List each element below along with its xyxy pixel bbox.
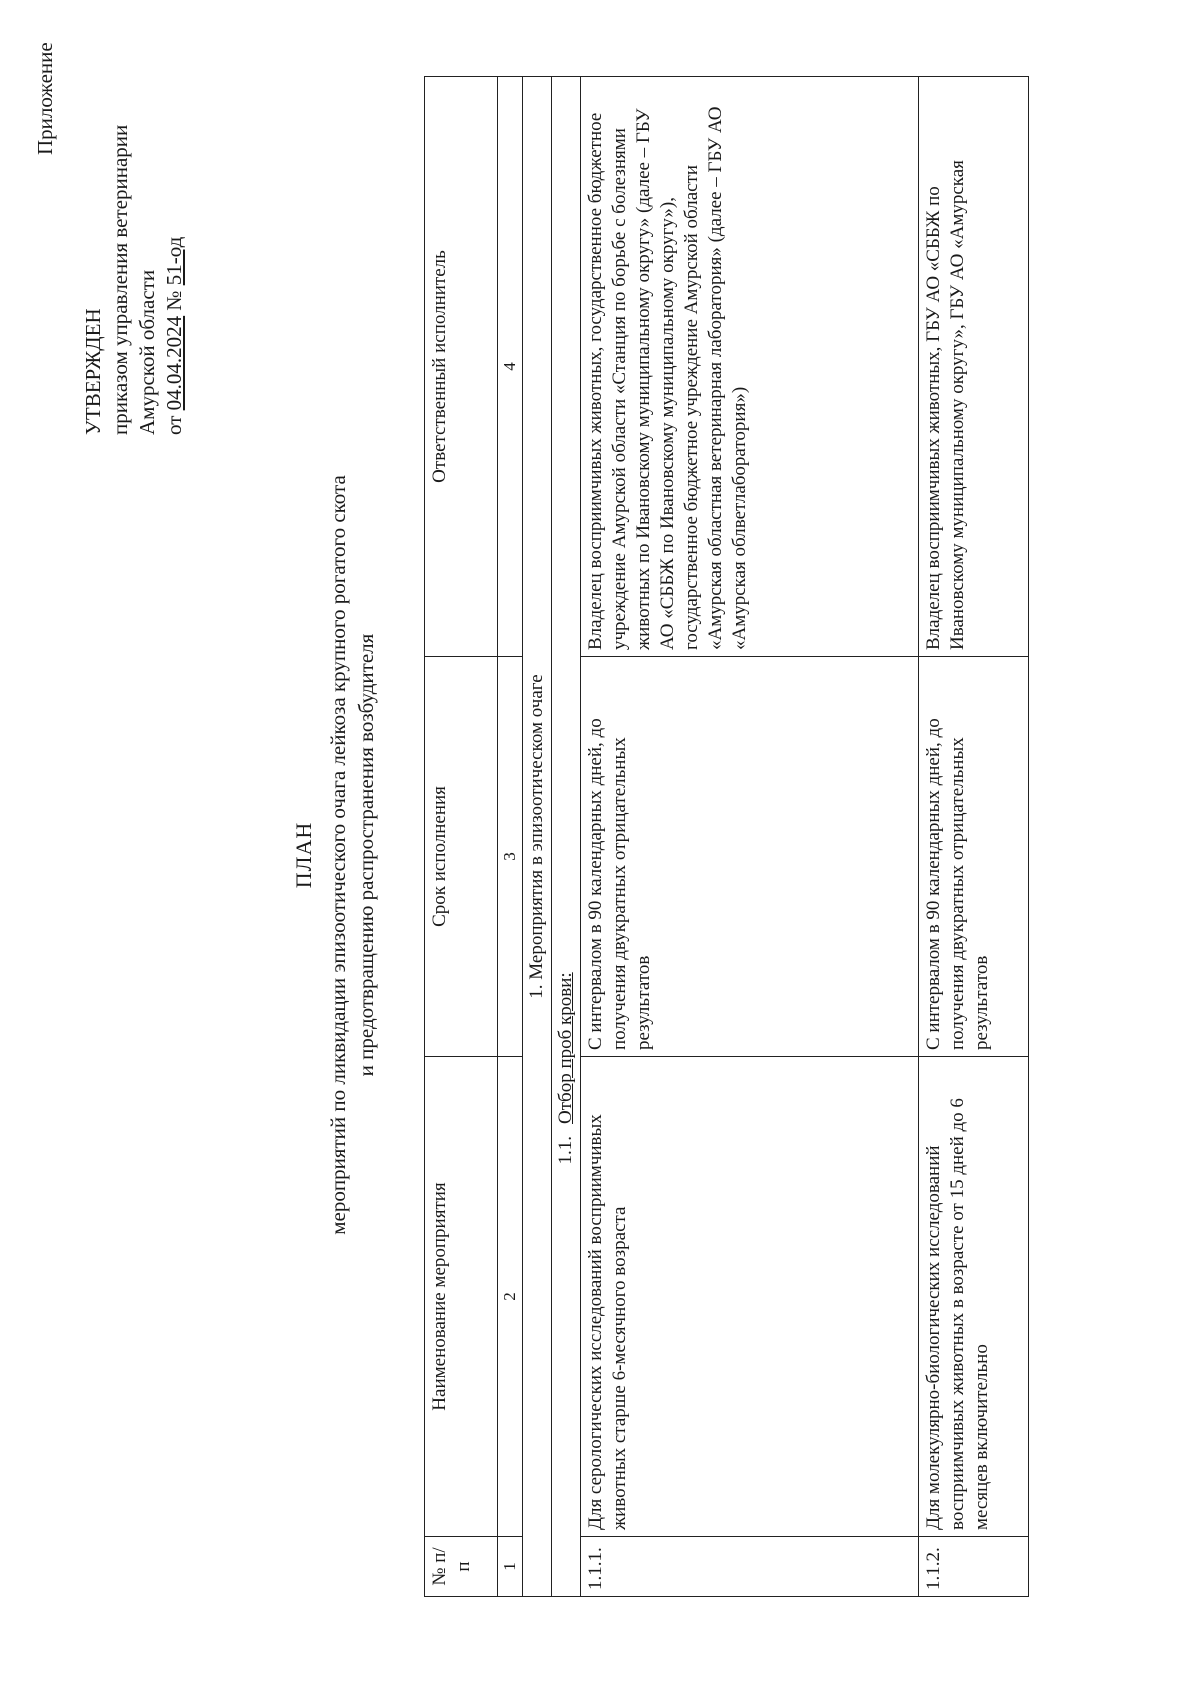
approval-number: 51-од — [162, 236, 186, 286]
title-heading: ПЛАН — [291, 821, 316, 889]
title-line-2: и предотвращению распространения возбудителя — [354, 633, 378, 1077]
column-number-1: 1 — [498, 1537, 523, 1597]
header-executor: Ответственный исполнитель — [425, 77, 498, 657]
table-row — [581, 77, 919, 1597]
approval-date-line — [161, 125, 188, 435]
title-line-1: мероприятий по ликвидации эпизоотического очага лейкоза крупного рогатого скота — [326, 475, 350, 1235]
row-executor: Владелец восприимчивых животных, ГБУ АО «СББЖ по Ивановскому муниципальному округу», ГБУ АО «Амурская — [919, 77, 1029, 657]
row-term: С интервалом в 90 календарных дней, до получения двукратных отрицательных результатов — [581, 657, 919, 1057]
column-number-3: 3 — [498, 657, 523, 1057]
row-term: С интервалом в 90 календарных дней, до получения двукратных отрицательных результатов — [919, 657, 1029, 1057]
document-title — [290, 55, 380, 1655]
column-number-row — [498, 77, 523, 1597]
date-prefix: от — [162, 415, 186, 435]
column-number-2: 2 — [498, 1057, 523, 1537]
row-number: 1.1.1. — [581, 1537, 919, 1597]
approval-line-1: приказом управления ветеринарии — [108, 124, 132, 435]
subsection-number: 1.1. — [555, 1136, 576, 1165]
approved-label: УТВЕРЖДЕН — [81, 308, 105, 435]
row-activity: Для молекулярно-биологических исследований восприимчивых животных в возрасте от 15 дней до 6 месяцев включительно — [919, 1057, 1029, 1537]
rotated-sheet — [22, 42, 1182, 1655]
approval-date: 04.04.2024 — [162, 315, 186, 411]
number-sign: № — [162, 290, 186, 311]
plan-table — [424, 76, 1029, 1597]
row-executor: Владелец восприимчивых животных, государственное бюджетное учреждение Амурской области «Станция по борьбе с болезнями животных по Ивановскому муниципальному округу» (далее – ГБУ АО «СББЖ по Ивановскому муниципальному округу»), государственное бюджетное учреждение Амурской области «Амурская областная ветеринарная лаборатория» (далее – ГБУ АО «Амурская облветлаборатория») — [581, 77, 919, 657]
column-number-4: 4 — [498, 77, 523, 657]
approval-line-2: Амурской области — [135, 269, 159, 435]
approval-block — [80, 125, 188, 435]
row-activity: Для серологических исследований восприимчивых животных старше 6-месячного возраста — [581, 1057, 919, 1537]
subsection-row — [552, 77, 581, 1597]
header-name: Наименование мероприятия — [425, 1057, 498, 1537]
header-number: № п/п — [425, 1537, 498, 1597]
subsection-title: Отбор проб крови: — [555, 972, 576, 1124]
subsection-cell — [552, 77, 581, 1597]
header-term: Срок исполнения — [425, 657, 498, 1057]
table-row — [919, 77, 1029, 1597]
section-title: 1. Мероприятия в эпизоотическом очаге — [523, 77, 552, 1597]
section-row — [523, 77, 552, 1597]
row-number: 1.1.2. — [919, 1537, 1029, 1597]
appendix-label: Приложение — [33, 42, 57, 155]
header-row — [425, 77, 498, 1597]
